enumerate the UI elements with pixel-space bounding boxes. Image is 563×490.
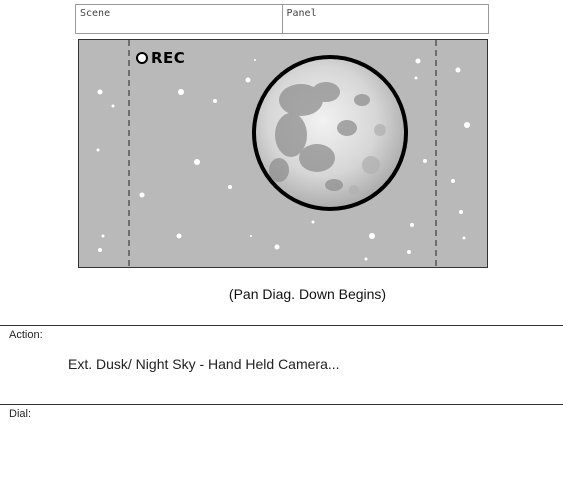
- scene-field[interactable]: Scene: [80, 8, 111, 19]
- night-sky-illustration: [79, 40, 488, 268]
- star: [456, 68, 461, 73]
- star: [250, 235, 252, 237]
- star: [254, 59, 256, 61]
- rec-label: REC: [151, 49, 186, 67]
- star: [415, 77, 418, 80]
- star: [423, 159, 427, 163]
- record-dot-icon: [136, 52, 148, 64]
- star: [102, 235, 105, 238]
- action-field[interactable]: Ext. Dusk/ Night Sky - Hand Held Camera...: [68, 356, 340, 372]
- star: [177, 234, 182, 239]
- action-label: Action:: [9, 329, 43, 341]
- star: [407, 250, 411, 254]
- star: [98, 248, 102, 252]
- action-divider: [0, 325, 563, 326]
- star: [416, 59, 421, 64]
- star: [246, 78, 251, 83]
- panel-header: [75, 4, 489, 34]
- full-moon-icon: [254, 57, 406, 209]
- dial-divider: [0, 404, 563, 405]
- star: [213, 99, 217, 103]
- star: [369, 233, 375, 239]
- star: [140, 193, 145, 198]
- star: [463, 237, 466, 240]
- star: [451, 179, 455, 183]
- star: [194, 159, 200, 165]
- star: [275, 245, 280, 250]
- star: [178, 89, 184, 95]
- star: [228, 185, 232, 189]
- star: [112, 105, 115, 108]
- star: [365, 258, 368, 261]
- star: [97, 149, 100, 152]
- dial-label: Dial:: [9, 408, 32, 420]
- star: [98, 90, 103, 95]
- star: [312, 221, 315, 224]
- panel-field[interactable]: Panel: [282, 5, 489, 33]
- rec-indicator: [136, 49, 185, 67]
- star: [464, 122, 470, 128]
- storyboard-frame: [78, 39, 488, 268]
- star: [410, 223, 414, 227]
- panel-caption: (Pan Diag. Down Begins): [228, 286, 387, 302]
- star: [459, 210, 463, 214]
